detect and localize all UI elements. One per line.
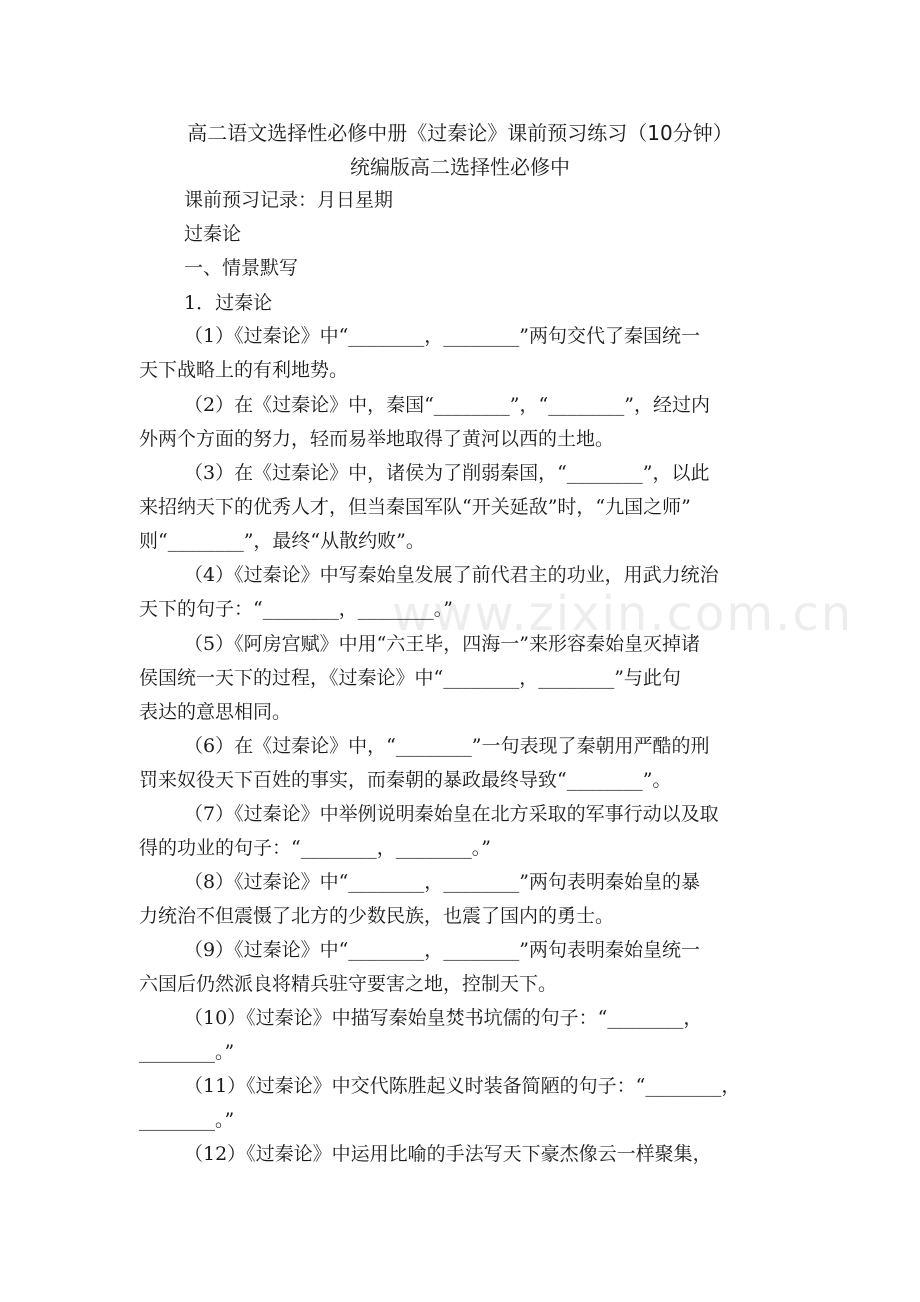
question-12-line-1: （12）《过秦论》中运用比喻的手法写天下豪杰像云一样聚集，: [184, 1143, 712, 1165]
question-2-line-2: 外两个方面的努力，轻而易举地取得了黄河以西的土地。: [139, 428, 615, 450]
question-6-line-2: 罚来奴役天下百姓的事实，而秦朝的暴政最终导致“________”。: [139, 769, 672, 791]
question-5-line-3: 表达的意思相同。: [139, 701, 292, 723]
question-9-line-2: 六国后仍然派良将精兵驻守要害之地，控制天下。: [139, 973, 558, 995]
question-4-line-1: （4）《过秦论》中写秦始皇发展了前代君主的功业，用武力统治: [184, 564, 719, 586]
question-3-line-2: 来招纳天下的优秀人才，但当秦国军队“开关延敌”时，“九国之师”: [139, 496, 691, 518]
question-4-line-2: 天下的句子：“________，________。”: [139, 598, 453, 620]
question-3-line-1: （3）在《过秦论》中，诸侯为了削弱秦国，“________”，以此: [184, 462, 710, 484]
question-6-line-1: （6）在《过秦论》中，“________”一句表现了秦朝用严酷的刑: [184, 735, 710, 757]
watermark: www.zixin.com.cn: [392, 586, 854, 642]
question-11-line-1: （11）《过秦论》中交代陈胜起义时装备简陋的句子：“________，: [184, 1075, 741, 1097]
preview-record: 课前预习记录：月日星期: [184, 189, 394, 211]
question-1-line-1: （1）《过秦论》中“________，________”两句交代了秦国统一: [184, 325, 701, 347]
document-subtitle: 统编版高二选择性必修中: [350, 155, 570, 179]
document-title: 高二语文选择性必修中册《过秦论》课前预习练习（10分钟）: [187, 121, 733, 145]
question-5-line-2: 侯国统一天下的过程，《过秦论》中“________，________”与此句: [139, 667, 681, 689]
question-7-line-1: （7）《过秦论》中举例说明秦始皇在北方采取的军事行动以及取: [184, 803, 719, 825]
question-9-line-1: （9）《过秦论》中“________，________”两句表明秦始皇统一: [184, 939, 701, 961]
question-10-line-1: （10）《过秦论》中描写秦始皇焚书坑儒的句子：“________，: [184, 1007, 703, 1029]
question-8-line-1: （8）《过秦论》中“________，________”两句表明秦始皇的暴: [184, 871, 701, 893]
item-heading: 1．过秦论: [184, 292, 273, 314]
question-10-line-2: ________。”: [139, 1041, 235, 1063]
text-title: 过秦论: [184, 223, 242, 245]
question-11-line-2: ________。”: [139, 1109, 235, 1131]
question-7-line-2: 得的功业的句子：“________，________。”: [139, 837, 491, 859]
question-8-line-2: 力统治不但震慑了北方的少数民族，也震了国内的勇士。: [139, 905, 615, 927]
section-heading: 一、情景默写: [184, 257, 299, 279]
question-5-line-1: （5）《阿房宫赋》中用“六王毕，四海一”来形容秦始皇灭掉诸: [184, 633, 701, 655]
question-2-line-1: （2）在《过秦论》中，秦国“________”，“________”，经过内: [184, 394, 710, 416]
question-1-line-2: 天下战略上的有利地势。: [139, 359, 349, 381]
question-3-line-3: 则“________”，最终“从散约败”。: [139, 530, 425, 552]
